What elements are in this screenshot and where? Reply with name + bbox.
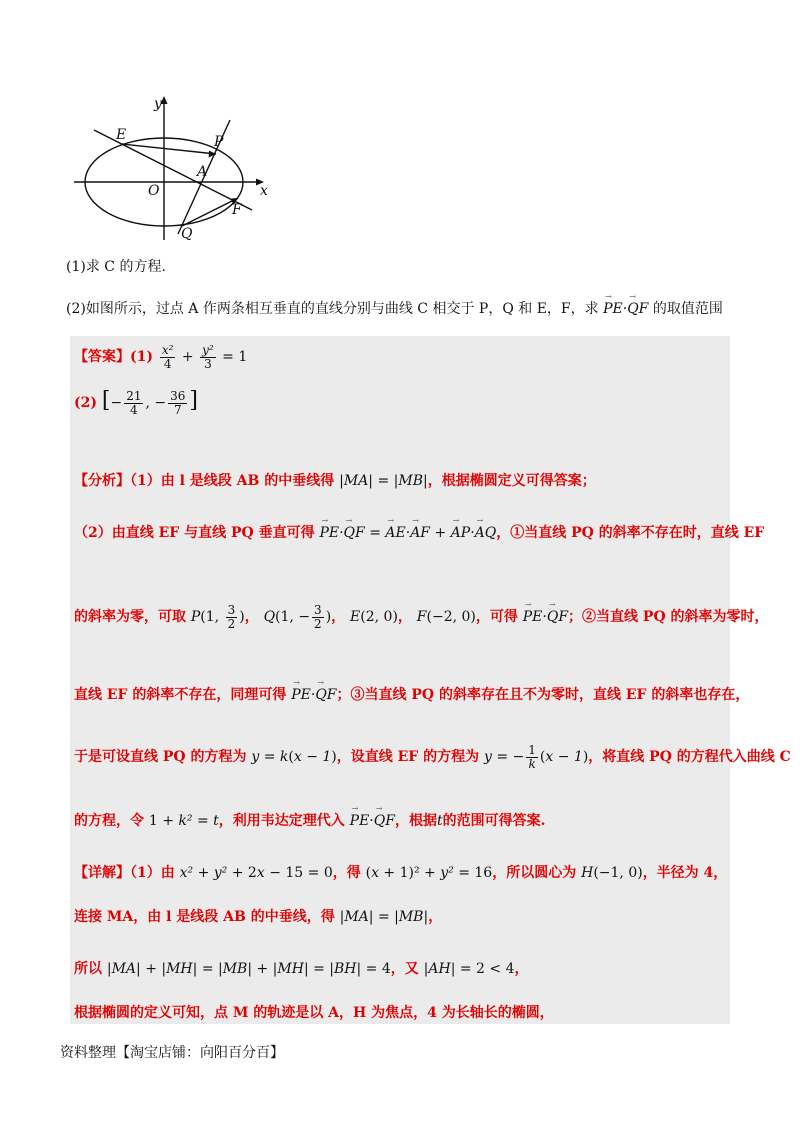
detail-line-2: 连接 MA，由 l 是线段 AB 的中垂线，得 |MA| = |MB|，: [74, 909, 443, 925]
answer-part2-tag: (2): [74, 395, 97, 411]
analysis-line-4: 直线 EF 的斜率不存在，同理可得 → PE·→ QF；③当直线 PQ 的斜率存在且不为零时，直线 EF 的斜率也存在，: [74, 684, 749, 704]
question-2-expr: → PE·→ QF: [603, 301, 648, 317]
footer-note: 资料整理【淘宝店铺：向阳百分百】: [60, 1045, 284, 1061]
analysis-line-3: 的斜率为零，可取 P(1, $\frac{3}{2}$ )， Q(1, − $\frac{3}{2}$ )， E(2, 0)， F(−2, 0)，可得 → PE·→ QF；②当直线 PQ 的斜率为零时，: [74, 604, 769, 630]
answer-ellipse-equation: $\frac{\text{x²}}{4}$ + $\frac{\text{y²}}{3}$ = 1: [161, 343, 248, 371]
detail-line-3: 所以 |MA| + |MH| = |MB| + |MH| = |BH| = 4，又 |AH| = 2 < 4，: [74, 961, 529, 977]
answer-line-1: [74, 344, 247, 370]
vector-PE: [122, 144, 216, 154]
analysis-line-5: 于是可设直线 PQ 的方程为 y = k(x − 1)，设直线 EF 的方程为 y = − $\frac{1}{k}$ (x − 1)，将直线 PQ 的方程代入曲线 C: [74, 743, 791, 771]
label-A: A: [197, 164, 208, 180]
label-E: E: [116, 127, 127, 143]
analysis-line-2: （2）由直线 EF 与直线 PQ 垂直可得 → PE·→ QF = → AE·→ AF + → AP·→ AQ，①当直线 PQ 的斜率不存在时，直线 EF: [74, 522, 764, 542]
question-2-text: (2)如图所示，过点 A 作两条相互垂直的直线分别与曲线 C 相交于 P，Q 和 E，F，求: [66, 301, 599, 317]
detail-line-1: 【详解】（1）由 x² + y² + 2x − 15 = 0，得 (x + 1)² + y² = 16，所以圆心为 H(−1, 0)，半径为 4，: [74, 865, 728, 881]
answer-line-2: (2) [− $\frac{21}{4}$ , − $\frac{36}{7}$ ]: [74, 388, 198, 417]
label-O: O: [148, 183, 160, 199]
analysis-line-6: 的方程，令 1 + k² = t，利用韦达定理代入 → PE·→ QF，根据t的范围可得答案.: [74, 810, 545, 830]
label-Q: Q: [181, 226, 193, 242]
question-2: [66, 298, 723, 318]
label-y: y: [154, 96, 162, 112]
analysis-label: 【分析】: [74, 473, 130, 489]
answer-label: 【答案】: [74, 349, 130, 366]
answer-part1-tag: (1): [130, 349, 153, 366]
label-F: F: [232, 202, 242, 218]
label-x: x: [260, 183, 268, 199]
analysis-line-1: 【分析】（1）由 l 是线段 AB 的中垂线得 |MA| = |MB|，根据椭圆定义可得答案；: [74, 473, 596, 489]
vector-QF: [182, 198, 238, 226]
question-2-suffix: 的取值范围: [652, 301, 723, 317]
answer-range: [: [101, 388, 111, 413]
question-1: (1)求 C 的方程.: [66, 259, 166, 275]
label-P: P: [214, 134, 224, 150]
ellipse-figure: [70, 92, 280, 242]
detail-label: 【详解】: [74, 865, 130, 881]
detail-line-4: 根据椭圆的定义可知，点 M 的轨迹是以 A，H 为焦点，4 为长轴长的椭圆，: [74, 1005, 554, 1021]
